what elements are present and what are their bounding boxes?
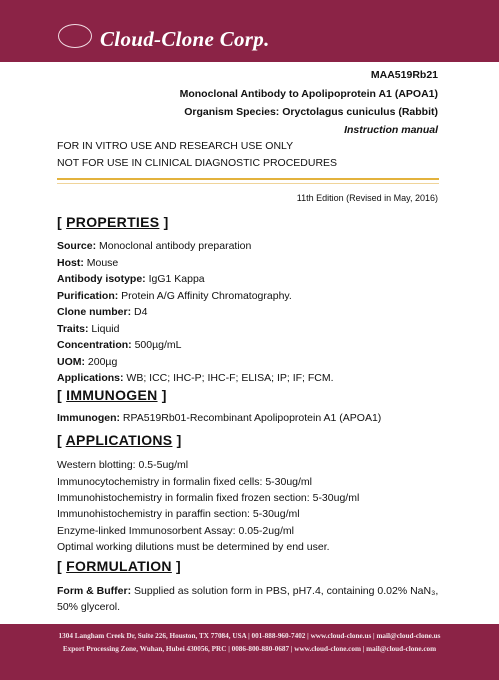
prop-concentration: Concentration: 500µg/mL (57, 339, 182, 351)
product-code: MAA519Rb21 (370, 69, 438, 81)
footer-address-us: 1304 Langham Creek Dr, Suite 226, Houston, TX 77084, USA | 001-888-960-7402 | www.cloud-clone.us | mail@cloud-clone.us (58, 632, 441, 640)
prop-purification: Purification: Protein A/G Affinity Chromatography. (57, 290, 292, 302)
app-line: Immunohistochemistry in paraffin section: 5-30ug/ml (57, 508, 300, 520)
section-immunogen-title: IMMUNOGEN (66, 387, 158, 403)
footer-address-cn: Export Processing Zone, Wuhan, Hubei 430056, PRC | 0086-800-880-0687 | www.cloud-clone.com | mail@cloud-clone.com (62, 645, 437, 653)
brand-name: Cloud-Clone Corp. (100, 27, 270, 51)
notice-research: FOR IN VITRO USE AND RESEARCH USE ONLY (57, 140, 294, 152)
formulation-line-2: 50% glycerol. (57, 601, 121, 613)
prop-traits: Traits: Liquid (57, 323, 120, 335)
prop-source: Source: Monoclonal antibody preparation (57, 240, 252, 252)
section-immunogen: [ IMMUNOGEN ] (57, 387, 167, 403)
cloud-logo-icon (58, 24, 92, 48)
app-line: Immunohistochemistry in formalin fixed frozen section: 5-30ug/ml (57, 492, 360, 504)
header-banner (0, 0, 499, 62)
divider-light (57, 183, 439, 184)
doc-type: Instruction manual (344, 124, 438, 136)
divider-gold (57, 178, 439, 180)
app-line: Western blotting: 0.5-5ug/ml (57, 459, 189, 471)
organism-species: Organism Species: Oryctolagus cuniculus (Rabbit) (184, 106, 438, 118)
section-properties-title: PROPERTIES (66, 214, 160, 230)
section-applications: [ APPLICATIONS ] (57, 432, 182, 448)
prop-applications: Applications: WB; ICC; IHC-P; IHC-F; ELISA; IP; IF; FCM. (57, 372, 334, 384)
prop-uom: UOM: 200µg (57, 356, 118, 368)
edition-note: 11th Edition (Revised in May, 2016) (296, 193, 438, 203)
notice-clinical: NOT FOR USE IN CLINICAL DIAGNOSTIC PROCEDURES (57, 157, 338, 169)
immunogen-line: Immunogen: RPA519Rb01-Recombinant Apolipoprotein A1 (APOA1) (57, 412, 382, 424)
section-applications-title: APPLICATIONS (65, 432, 173, 448)
prop-clone: Clone number: D4 (57, 306, 148, 318)
app-line: Optimal working dilutions must be determined by end user. (57, 541, 330, 553)
app-line: Immunocytochemistry in formalin fixed cells: 5-30ug/ml (57, 476, 313, 488)
app-line: Enzyme-linked Immunosorbent Assay: 0.05-2ug/ml (57, 525, 294, 537)
prop-host: Host: Mouse (57, 257, 119, 269)
section-formulation-title: FORMULATION (66, 558, 172, 574)
footer-banner (0, 624, 499, 680)
formulation-line: Form & Buffer: Supplied as solution form in PBS, pH7.4, containing 0.02% NaN₃, (57, 585, 439, 597)
prop-isotype: Antibody isotype: IgG1 Kappa (57, 273, 205, 285)
section-formulation: [ FORMULATION ] (57, 558, 182, 574)
product-name: Monoclonal Antibody to Apolipoprotein A1 (APOA1) (179, 88, 438, 100)
section-properties: [ PROPERTIES ] (57, 214, 169, 230)
